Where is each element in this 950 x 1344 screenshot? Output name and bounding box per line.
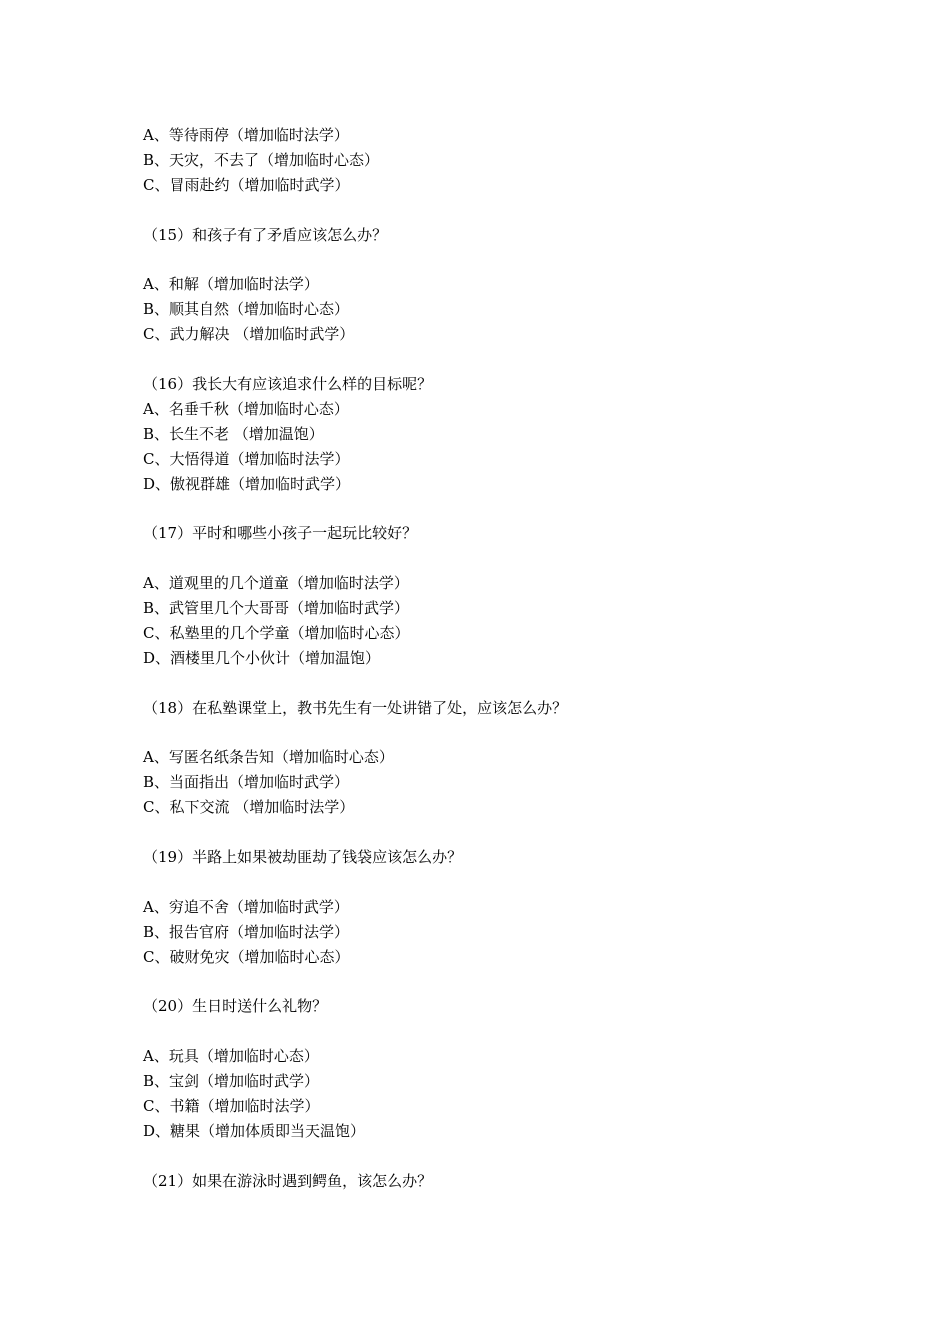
option-line: D、糖果（增加体质即当天温饱） xyxy=(143,1122,366,1140)
option-line: D、傲视群雄（增加临时武学） xyxy=(143,475,351,493)
option-line: C、武力解决 （增加临时武学） xyxy=(143,325,355,343)
option-line: A、玩具（增加临时心态） xyxy=(143,1047,319,1065)
option-line: C、私下交流 （增加临时法学） xyxy=(143,798,355,816)
option-line: D、酒楼里几个小伙计（增加温饱） xyxy=(143,649,381,667)
option-line: C、大悟得道（增加临时法学） xyxy=(143,450,350,468)
question-line: （20）生日时送什么礼物？ xyxy=(143,997,328,1015)
question-line: （21）如果在游泳时遇到鳄鱼，该怎么办？ xyxy=(143,1172,433,1190)
option-line: C、私塾里的几个学童（增加临时心态） xyxy=(143,624,410,642)
question-line: （16）我长大有应该追求什么样的目标呢？ xyxy=(143,375,433,393)
question-line: （18）在私塾课堂上，教书先生有一处讲错了处，应该怎么办？ xyxy=(143,699,568,717)
option-line: B、顺其自然（增加临时心态） xyxy=(143,300,350,318)
option-line: B、宝剑（增加临时武学） xyxy=(143,1072,320,1090)
option-line: B、当面指出（增加临时武学） xyxy=(143,773,350,791)
option-line: C、冒雨赴约（增加临时武学） xyxy=(143,176,350,194)
option-line: A、穷追不舍（增加临时武学） xyxy=(143,898,349,916)
option-line: A、等待雨停（增加临时法学） xyxy=(143,126,349,144)
option-line: A、写匿名纸条告知（增加临时心态） xyxy=(143,748,394,766)
option-line: A、道观里的几个道童（增加临时法学） xyxy=(143,574,409,592)
question-line: （15）和孩子有了矛盾应该怎么办？ xyxy=(143,226,388,244)
option-line: B、报告官府（增加临时法学） xyxy=(143,923,350,941)
option-line: C、破财免灾（增加临时心态） xyxy=(143,948,350,966)
option-line: B、长生不老 （增加温饱） xyxy=(143,425,324,443)
option-line: B、武管里几个大哥哥（增加临时武学） xyxy=(143,599,410,617)
option-line: B、天灾，不去了（增加临时心态） xyxy=(143,151,380,169)
question-line: （19）半路上如果被劫匪劫了钱袋应该怎么办？ xyxy=(143,848,463,866)
question-line: （17）平时和哪些小孩子一起玩比较好？ xyxy=(143,524,418,542)
option-line: C、书籍（增加临时法学） xyxy=(143,1097,320,1115)
option-line: A、名垂千秋（增加临时心态） xyxy=(143,400,349,418)
option-line: A、和解（增加临时法学） xyxy=(143,275,319,293)
